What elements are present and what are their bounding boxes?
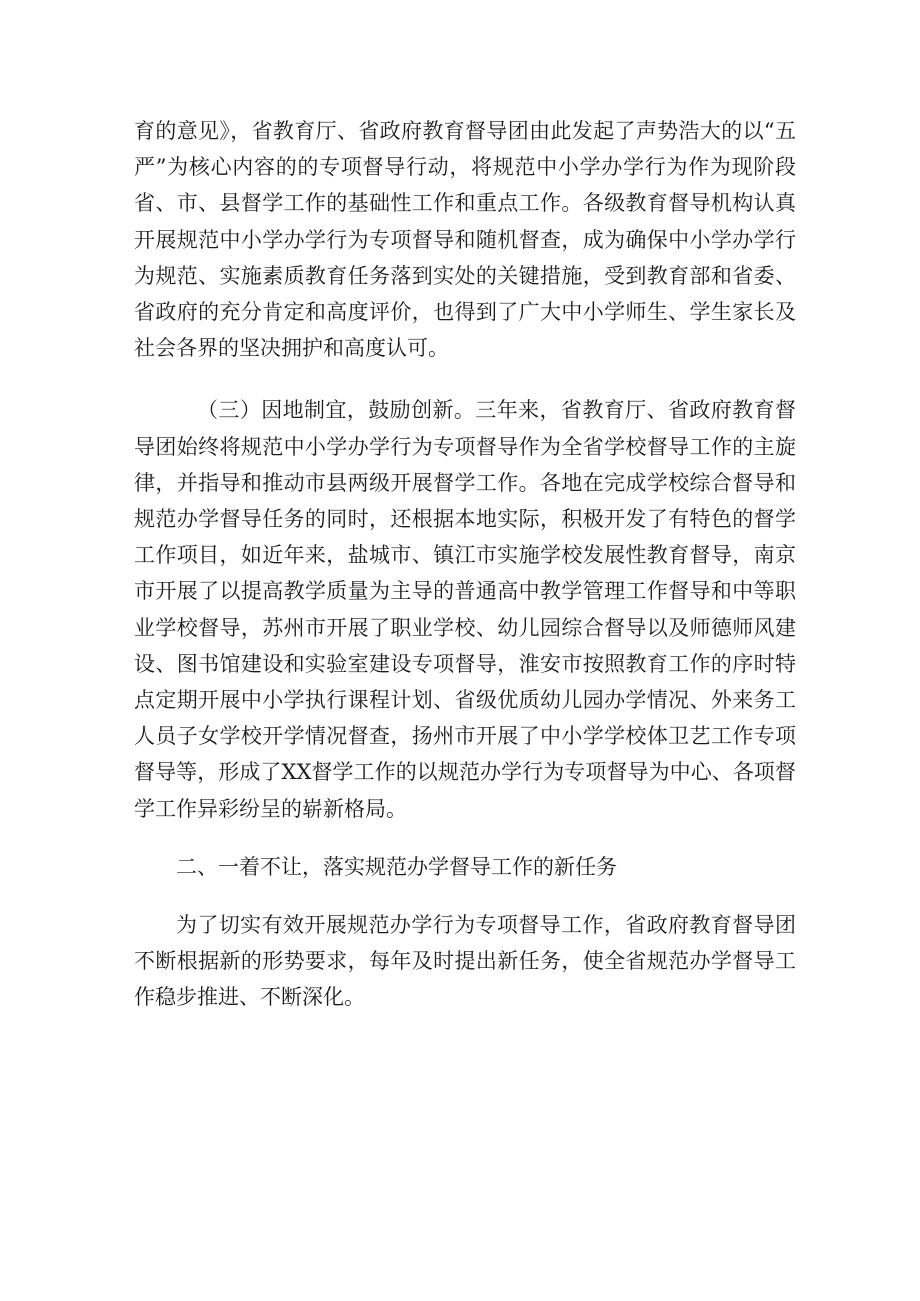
paragraph-continuation: 育的意见》，省教育厅、省政府教育督导团由此发起了声势浩大的以“五严”为核心内容的的专项督导行动，将规范中小学办学行为作为现阶段省、市、县督学工作的基础性工作和重点工作。各级教育督导机构认真开展规范中小学办学行为专项督导和随机督查，成为确保中小学办学行为规范、实施素质教育任务落到实处的关键措施，受到教育部和省委、省政府的充分肯定和高度评价，也得到了广大中小学师生、学生家长及社会各界的坚决拥护和高度认可。 — [134, 119, 796, 361]
paragraph-intro: 为了切实有效开展规范办学行为专项督导工作，省政府教育督导团不断根据新的形势要求，每年及时提出新任务，使全省规范办学督导工作稳步推进、不断深化。 — [134, 913, 796, 1010]
section-heading-two: 二、一着不让，落实规范办学督导工作的新任务 — [176, 854, 617, 879]
paragraph-section-three: （三）因地制宜，鼓励创新。三年来，省教育厅、省政府教育督导团始终将规范中小学办学行为专项督导作为全省学校督导工作的主旋律，并指导和推动市县两级开展督学工作。各地在完成学校综合督导和规范办学督导任务的同时，还根据本地实际，积极开发了有特色的督学工作项目，如近年来，盐城市、镇江市实施学校发展性教育督导，南京市开展了以提高教学质量为主导的普通高中教学管理工作督导和中等职业学校督导，苏州市开展了职业学校、幼儿园综合督导以及师德师风建设、图书馆建设和实验室建设专项督导，淮安市按照教育工作的序时特点定期开展中小学执行课程计划、省级优质幼儿园办学情况、外来务工人员子女学校开学情况督查，扬州市开展了中小学学校体卫艺工作专项督导等，形成了XX督学工作的以规范办学行为专项督导为中心、各项督学工作异彩纷呈的崭新格局。 — [134, 398, 796, 821]
document-body — [134, 113, 796, 1016]
